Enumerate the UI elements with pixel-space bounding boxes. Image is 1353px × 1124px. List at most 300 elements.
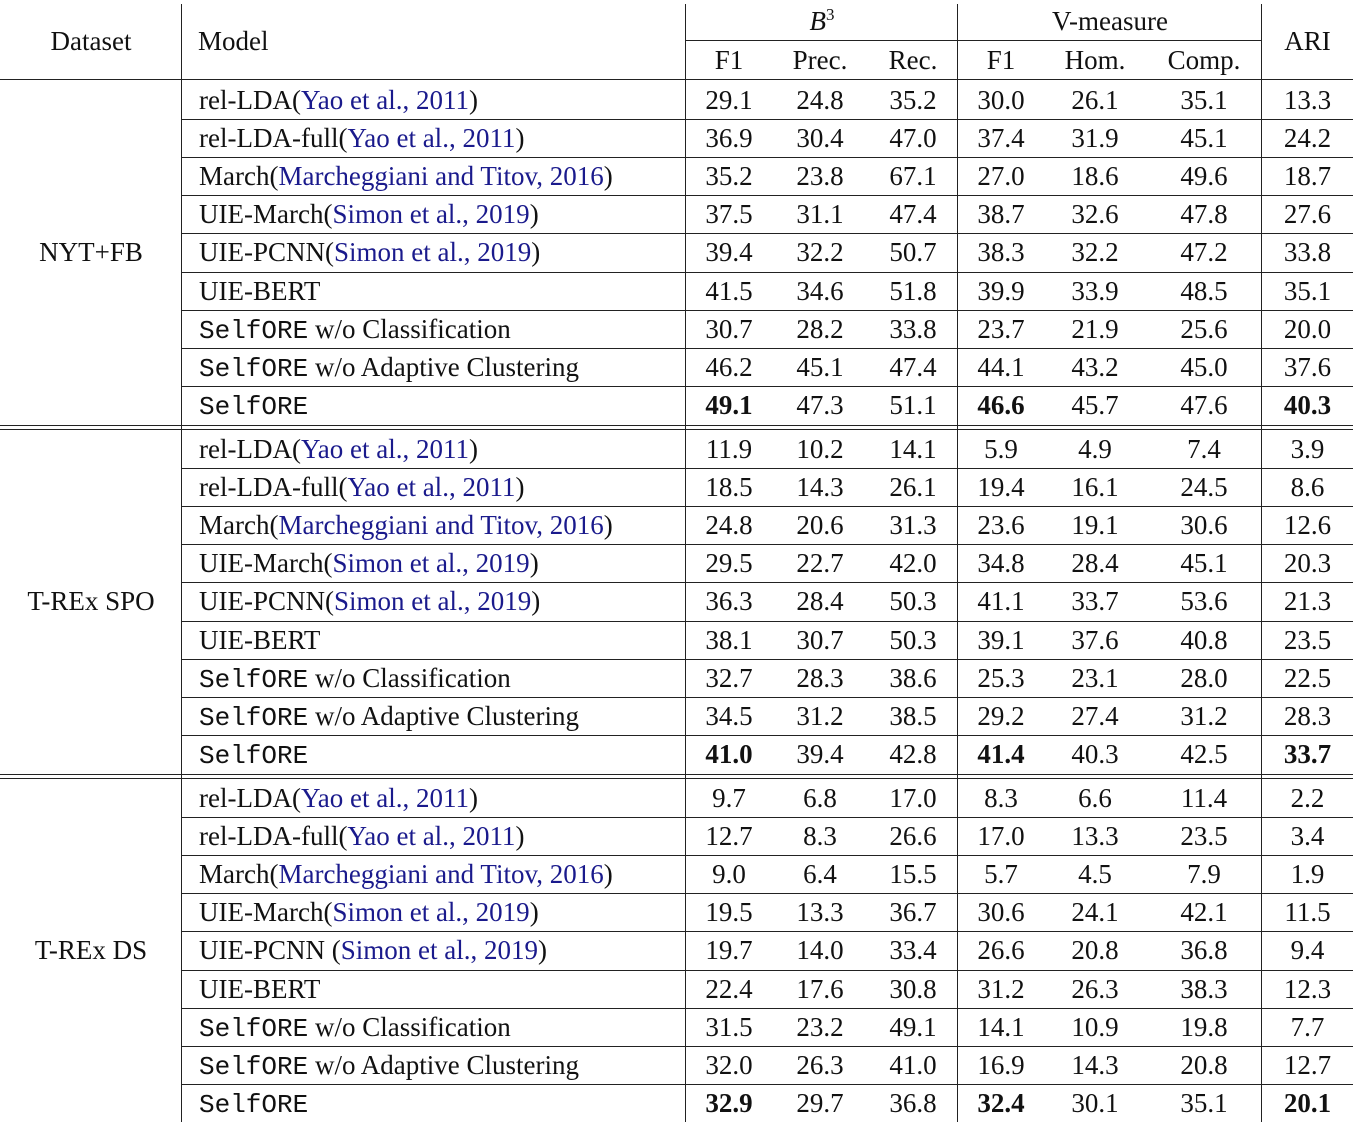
cell-v-comp: 24.5 bbox=[1180, 472, 1228, 503]
cell-v-hom: 31.9 bbox=[1071, 123, 1119, 154]
model-name bbox=[182, 893, 539, 931]
model-name bbox=[182, 735, 308, 773]
cell-b3-rec: 17.0 bbox=[889, 783, 937, 813]
cell-v-f1: 41.4 bbox=[977, 738, 1025, 769]
cell-v-hom: 6.6 bbox=[1078, 783, 1112, 813]
cell-b3-rec: 33.8 bbox=[889, 313, 937, 344]
table-row bbox=[0, 817, 1353, 855]
cell-b3-prec: 34.6 bbox=[796, 275, 844, 306]
cell-ari: 20.3 bbox=[1283, 548, 1332, 579]
cell-v-hom: 10.9 bbox=[1071, 1011, 1119, 1042]
cell-v-comp: 30.6 bbox=[1180, 510, 1228, 541]
table-row bbox=[0, 468, 1353, 506]
cell-b3-prec: 10.2 bbox=[796, 434, 844, 464]
model-text: UIE-BERT bbox=[199, 973, 321, 1004]
citation-link: Yao et al., 2011 bbox=[300, 783, 469, 813]
cell-b3-prec: 31.2 bbox=[796, 700, 844, 731]
model-text: ) bbox=[515, 123, 525, 154]
cell-b3-prec: 13.3 bbox=[796, 897, 844, 928]
cell-b3-rec: 36.8 bbox=[889, 1087, 937, 1118]
table-row bbox=[0, 855, 1353, 893]
cell-ari: 12.6 bbox=[1283, 510, 1332, 541]
model-text: rel-LDA( bbox=[199, 434, 301, 464]
cell-b3-f1: 9.0 bbox=[712, 859, 746, 890]
cell-v-comp: 45.1 bbox=[1180, 123, 1228, 154]
table-row bbox=[0, 157, 1353, 195]
cell-v-hom: 33.9 bbox=[1071, 275, 1119, 306]
cell-ari: 2.2 bbox=[1290, 783, 1325, 813]
model-text: UIE-March( bbox=[199, 897, 333, 928]
dataset-label: NYT+FB bbox=[39, 237, 143, 268]
model-text: UIE-PCNN( bbox=[199, 237, 334, 268]
cell-b3-f1: 35.2 bbox=[705, 161, 753, 192]
model-name bbox=[182, 1008, 511, 1046]
table-row bbox=[0, 81, 1353, 119]
cell-v-hom: 37.6 bbox=[1071, 624, 1119, 655]
model-name bbox=[182, 779, 478, 817]
model-text: ) bbox=[531, 586, 541, 617]
model-text: rel-LDA( bbox=[199, 783, 301, 813]
method-name: SelfORE bbox=[199, 702, 309, 733]
cell-v-comp: 49.6 bbox=[1180, 161, 1228, 192]
model-name bbox=[182, 931, 547, 969]
cell-v-comp: 35.1 bbox=[1180, 1087, 1228, 1118]
cell-ari: 20.0 bbox=[1283, 313, 1332, 344]
cell-b3-rec: 50.3 bbox=[889, 624, 937, 655]
cell-b3-f1: 12.7 bbox=[705, 821, 753, 852]
subheader-v-f1: F1 bbox=[986, 45, 1016, 75]
header-dataset: Dataset bbox=[50, 26, 132, 56]
cell-v-hom: 45.7 bbox=[1071, 389, 1119, 420]
cell-b3-rec: 47.4 bbox=[889, 199, 937, 230]
cell-b3-f1: 19.7 bbox=[705, 935, 753, 966]
cell-b3-rec: 51.1 bbox=[889, 389, 937, 420]
header-b3 bbox=[686, 2, 958, 40]
cell-v-comp: 25.6 bbox=[1180, 313, 1228, 344]
cell-v-comp: 42.5 bbox=[1180, 738, 1228, 769]
cell-v-hom: 18.6 bbox=[1071, 161, 1119, 192]
citation-link: Yao et al., 2011 bbox=[347, 123, 516, 154]
rule-b3-under bbox=[686, 40, 958, 41]
cell-b3-rec: 15.5 bbox=[889, 859, 937, 890]
table-row bbox=[0, 931, 1353, 969]
model-text: w/o Adaptive Clustering bbox=[308, 351, 579, 382]
table-row bbox=[0, 697, 1353, 735]
cell-v-comp: 11.4 bbox=[1180, 783, 1228, 813]
model-name bbox=[182, 195, 539, 233]
cell-v-comp: 7.4 bbox=[1187, 434, 1221, 464]
model-name bbox=[182, 544, 539, 582]
cell-v-hom: 13.3 bbox=[1071, 821, 1119, 852]
cell-ari: 33.8 bbox=[1283, 237, 1332, 268]
cell-v-comp: 36.8 bbox=[1180, 935, 1228, 966]
cell-ari: 3.9 bbox=[1290, 434, 1325, 464]
cell-ari: 18.7 bbox=[1283, 161, 1332, 192]
cell-b3-rec: 26.1 bbox=[889, 472, 937, 503]
cell-ari: 24.2 bbox=[1283, 123, 1332, 154]
header-vmeasure: V-measure bbox=[1052, 6, 1168, 36]
cell-v-comp: 28.0 bbox=[1180, 662, 1228, 693]
cell-v-f1: 16.9 bbox=[977, 1049, 1025, 1080]
cell-b3-rec: 49.1 bbox=[889, 1011, 937, 1042]
cell-v-hom: 4.9 bbox=[1078, 434, 1112, 464]
method-name: SelfORE bbox=[199, 315, 309, 346]
cell-v-comp: 20.8 bbox=[1180, 1049, 1228, 1080]
cell-ari: 20.1 bbox=[1283, 1087, 1332, 1118]
cell-v-hom: 27.4 bbox=[1071, 700, 1119, 731]
cell-v-hom: 30.1 bbox=[1071, 1087, 1119, 1118]
model-text: rel-LDA-full( bbox=[199, 123, 348, 154]
model-text: ) bbox=[529, 897, 539, 928]
cell-b3-f1: 19.5 bbox=[705, 897, 753, 928]
table-row bbox=[0, 893, 1353, 931]
cell-v-f1: 5.7 bbox=[984, 859, 1018, 890]
cell-b3-rec: 36.7 bbox=[889, 897, 937, 928]
cell-v-f1: 37.4 bbox=[977, 123, 1025, 154]
cell-b3-f1: 38.1 bbox=[705, 624, 753, 655]
cell-v-hom: 43.2 bbox=[1071, 351, 1119, 382]
subheader-b3-f1: F1 bbox=[714, 45, 744, 75]
cell-b3-rec: 47.4 bbox=[889, 351, 937, 382]
table-row bbox=[0, 544, 1353, 582]
cell-b3-f1: 41.5 bbox=[705, 275, 753, 306]
table-row bbox=[0, 119, 1353, 157]
cell-v-hom: 26.3 bbox=[1071, 973, 1119, 1004]
cell-ari: 11.5 bbox=[1284, 897, 1331, 928]
table-row bbox=[0, 1046, 1353, 1084]
cell-b3-rec: 26.6 bbox=[889, 821, 937, 852]
model-text: ) bbox=[468, 434, 478, 464]
table-row bbox=[0, 310, 1353, 348]
cell-b3-f1: 37.5 bbox=[705, 199, 753, 230]
cell-b3-rec: 35.2 bbox=[889, 85, 937, 115]
method-name: SelfORE bbox=[199, 1051, 309, 1082]
citation-link: Marcheggiani and Titov, 2016 bbox=[278, 859, 604, 890]
cell-v-comp: 53.6 bbox=[1180, 586, 1228, 617]
cell-b3-prec: 23.8 bbox=[796, 161, 844, 192]
cell-b3-prec: 28.3 bbox=[796, 662, 844, 693]
cell-b3-prec: 24.8 bbox=[796, 85, 844, 115]
cell-v-hom: 32.2 bbox=[1071, 237, 1119, 268]
cell-v-hom: 20.8 bbox=[1071, 935, 1119, 966]
citation-link: Simon et al., 2019 bbox=[334, 237, 532, 268]
model-name bbox=[182, 659, 511, 697]
citation-link: Yao et al., 2011 bbox=[347, 821, 516, 852]
cell-b3-rec: 51.8 bbox=[889, 275, 937, 306]
cell-b3-f1: 32.7 bbox=[705, 662, 753, 693]
model-text: rel-LDA-full( bbox=[199, 472, 348, 503]
cell-v-f1: 30.0 bbox=[977, 85, 1025, 115]
table-row bbox=[0, 430, 1353, 468]
model-name bbox=[182, 119, 524, 157]
cell-v-hom: 16.1 bbox=[1071, 472, 1119, 503]
cell-v-f1: 44.1 bbox=[977, 351, 1025, 382]
cell-ari: 27.6 bbox=[1283, 199, 1332, 230]
cell-b3-f1: 31.5 bbox=[705, 1011, 753, 1042]
header-b3-label: B bbox=[809, 6, 826, 36]
table-row bbox=[0, 970, 1353, 1008]
header-b3-superscript: 3 bbox=[826, 5, 835, 24]
cell-ari: 21.3 bbox=[1283, 586, 1332, 617]
citation-link: Simon et al., 2019 bbox=[332, 548, 530, 579]
cell-b3-rec: 47.0 bbox=[889, 123, 937, 154]
model-text: March( bbox=[199, 510, 279, 541]
method-name: SelfORE bbox=[199, 1013, 309, 1044]
cell-v-hom: 21.9 bbox=[1071, 313, 1119, 344]
cell-v-comp: 38.3 bbox=[1180, 973, 1228, 1004]
model-name bbox=[182, 430, 478, 468]
cell-b3-rec: 31.3 bbox=[889, 510, 937, 541]
cell-v-hom: 14.3 bbox=[1071, 1049, 1119, 1080]
cell-b3-rec: 50.3 bbox=[889, 586, 937, 617]
citation-link: Simon et al., 2019 bbox=[332, 199, 530, 230]
model-text: March( bbox=[199, 161, 279, 192]
cell-b3-prec: 28.4 bbox=[796, 586, 844, 617]
method-name: SelfORE bbox=[199, 1089, 309, 1120]
model-name bbox=[182, 855, 613, 893]
cell-b3-f1: 39.4 bbox=[705, 237, 753, 268]
rule-header-bottom bbox=[0, 79, 1353, 80]
table-row bbox=[0, 779, 1353, 817]
cell-v-comp: 19.8 bbox=[1180, 1011, 1228, 1042]
model-text: ) bbox=[531, 237, 541, 268]
cell-v-hom: 33.7 bbox=[1071, 586, 1119, 617]
cell-b3-prec: 30.4 bbox=[796, 123, 844, 154]
cell-v-f1: 26.6 bbox=[977, 935, 1025, 966]
model-text: w/o Classification bbox=[308, 662, 511, 693]
model-name bbox=[182, 817, 524, 855]
method-name: SelfORE bbox=[199, 664, 309, 695]
table-row bbox=[0, 621, 1353, 659]
cell-v-f1: 29.2 bbox=[977, 700, 1025, 731]
subheader-v-hom: Hom. bbox=[1064, 45, 1126, 75]
model-name bbox=[182, 621, 320, 659]
cell-v-f1: 31.2 bbox=[977, 973, 1025, 1004]
cell-v-f1: 39.9 bbox=[977, 275, 1025, 306]
cell-b3-prec: 47.3 bbox=[796, 389, 844, 420]
cell-v-f1: 34.8 bbox=[977, 548, 1025, 579]
cell-ari: 13.3 bbox=[1283, 85, 1332, 115]
cell-b3-prec: 32.2 bbox=[796, 237, 844, 268]
cell-b3-prec: 23.2 bbox=[796, 1011, 844, 1042]
model-name bbox=[182, 582, 540, 620]
citation-link: Yao et al., 2011 bbox=[300, 85, 469, 115]
model-name bbox=[182, 697, 579, 735]
cell-v-comp: 35.1 bbox=[1180, 85, 1228, 115]
table-row bbox=[0, 272, 1353, 310]
model-text: ) bbox=[603, 510, 613, 541]
cell-b3-prec: 6.4 bbox=[803, 859, 837, 890]
cell-b3-f1: 32.0 bbox=[705, 1049, 753, 1080]
header-ari: ARI bbox=[1284, 26, 1331, 56]
citation-link: Simon et al., 2019 bbox=[332, 897, 530, 928]
cell-b3-rec: 67.1 bbox=[889, 161, 937, 192]
citation-link: Yao et al., 2011 bbox=[300, 434, 469, 464]
model-text: ) bbox=[529, 548, 539, 579]
model-name bbox=[182, 506, 613, 544]
citation-link: Marcheggiani and Titov, 2016 bbox=[278, 161, 604, 192]
model-name bbox=[182, 970, 320, 1008]
cell-b3-prec: 17.6 bbox=[796, 973, 844, 1004]
cell-b3-f1: 24.8 bbox=[705, 510, 753, 541]
cell-b3-rec: 41.0 bbox=[889, 1049, 937, 1080]
cell-v-comp: 7.9 bbox=[1187, 859, 1221, 890]
cell-b3-prec: 45.1 bbox=[796, 351, 844, 382]
cell-v-hom: 40.3 bbox=[1071, 738, 1119, 769]
cell-v-f1: 8.3 bbox=[984, 783, 1018, 813]
cell-b3-rec: 14.1 bbox=[889, 434, 937, 464]
cell-b3-prec: 14.3 bbox=[796, 472, 844, 503]
model-text: ) bbox=[538, 935, 547, 966]
model-name bbox=[182, 233, 540, 271]
cell-b3-rec: 50.7 bbox=[889, 237, 937, 268]
model-name bbox=[182, 348, 579, 386]
cell-ari: 9.4 bbox=[1290, 935, 1325, 966]
cell-b3-f1: 34.5 bbox=[705, 700, 753, 731]
model-name bbox=[182, 272, 320, 310]
table-row bbox=[0, 735, 1353, 773]
cell-v-f1: 41.1 bbox=[977, 586, 1025, 617]
model-text: UIE-March( bbox=[199, 199, 333, 230]
cell-ari: 12.3 bbox=[1283, 973, 1332, 1004]
table-row bbox=[0, 233, 1353, 271]
cell-v-comp: 42.1 bbox=[1180, 897, 1228, 928]
model-name bbox=[182, 386, 308, 424]
cell-b3-rec: 38.5 bbox=[889, 700, 937, 731]
cell-b3-rec: 30.8 bbox=[889, 973, 937, 1004]
model-text: rel-LDA-full( bbox=[199, 821, 348, 852]
model-text: UIE-PCNN( bbox=[199, 586, 334, 617]
model-text: w/o Adaptive Clustering bbox=[308, 1049, 579, 1080]
model-text: UIE-BERT bbox=[199, 275, 321, 306]
citation-link: Marcheggiani and Titov, 2016 bbox=[278, 510, 604, 541]
cell-b3-prec: 31.1 bbox=[796, 199, 844, 230]
cell-v-hom: 23.1 bbox=[1071, 662, 1119, 693]
dataset-label: T-REx DS bbox=[34, 935, 148, 966]
cell-ari: 28.3 bbox=[1283, 700, 1332, 731]
cell-v-f1: 19.4 bbox=[977, 472, 1025, 503]
cell-v-hom: 24.1 bbox=[1071, 897, 1119, 928]
cell-v-f1: 38.3 bbox=[977, 237, 1025, 268]
cell-b3-f1: 32.9 bbox=[705, 1087, 753, 1118]
cell-ari: 37.6 bbox=[1283, 351, 1332, 382]
cell-v-comp: 31.2 bbox=[1180, 700, 1228, 731]
cell-v-f1: 38.7 bbox=[977, 199, 1025, 230]
model-text: ) bbox=[603, 161, 613, 192]
cell-v-comp: 23.5 bbox=[1180, 821, 1228, 852]
model-text: March( bbox=[199, 859, 279, 890]
cell-b3-f1: 36.3 bbox=[705, 586, 753, 617]
cell-v-hom: 4.5 bbox=[1078, 859, 1112, 890]
header-model: Model bbox=[198, 26, 269, 56]
method-name: SelfORE bbox=[199, 740, 309, 771]
cell-ari: 22.5 bbox=[1283, 662, 1332, 693]
cell-v-comp: 47.8 bbox=[1180, 199, 1228, 230]
cell-v-f1: 5.9 bbox=[984, 434, 1018, 464]
cell-ari: 33.7 bbox=[1283, 738, 1332, 769]
cell-v-comp: 47.6 bbox=[1180, 389, 1228, 420]
cell-ari: 35.1 bbox=[1283, 275, 1332, 306]
cell-b3-prec: 6.8 bbox=[803, 783, 837, 813]
cell-v-f1: 32.4 bbox=[977, 1087, 1025, 1118]
cell-ari: 3.4 bbox=[1290, 821, 1325, 852]
cell-b3-rec: 38.6 bbox=[889, 662, 937, 693]
cell-b3-prec: 29.7 bbox=[796, 1087, 844, 1118]
citation-link: Simon et al., 2019 bbox=[334, 586, 532, 617]
cell-ari: 23.5 bbox=[1283, 624, 1332, 655]
cell-ari: 1.9 bbox=[1290, 859, 1325, 890]
cell-v-hom: 32.6 bbox=[1071, 199, 1119, 230]
table-row bbox=[0, 386, 1353, 424]
model-text: UIE-March( bbox=[199, 548, 333, 579]
table-row bbox=[0, 659, 1353, 697]
model-name bbox=[182, 468, 524, 506]
table-row bbox=[0, 506, 1353, 544]
cell-b3-f1: 18.5 bbox=[705, 472, 753, 503]
table-row bbox=[0, 1008, 1353, 1046]
method-name: SelfORE bbox=[199, 391, 309, 422]
model-name bbox=[182, 1084, 308, 1122]
cell-v-f1: 23.6 bbox=[977, 510, 1025, 541]
cell-b3-prec: 14.0 bbox=[796, 935, 844, 966]
model-text: ) bbox=[603, 859, 613, 890]
model-text: rel-LDA( bbox=[199, 85, 301, 115]
model-text: ) bbox=[468, 783, 478, 813]
citation-link: Simon et al., 2019 bbox=[340, 935, 538, 966]
cell-v-hom: 26.1 bbox=[1071, 85, 1119, 115]
cell-b3-prec: 39.4 bbox=[796, 738, 844, 769]
subheader-b3-prec: Prec. bbox=[792, 45, 848, 75]
cell-b3-prec: 22.7 bbox=[796, 548, 844, 579]
table-row bbox=[0, 348, 1353, 386]
model-text: UIE-BERT bbox=[199, 624, 321, 655]
model-text: w/o Classification bbox=[308, 1011, 511, 1042]
cell-ari: 40.3 bbox=[1283, 389, 1332, 420]
cell-v-f1: 39.1 bbox=[977, 624, 1025, 655]
subheader-v-comp: Comp. bbox=[1167, 45, 1241, 75]
cell-v-f1: 14.1 bbox=[977, 1011, 1025, 1042]
cell-v-f1: 27.0 bbox=[977, 161, 1025, 192]
cell-v-comp: 48.5 bbox=[1180, 275, 1228, 306]
cell-b3-f1: 29.1 bbox=[705, 85, 753, 115]
cell-v-comp: 45.0 bbox=[1180, 351, 1228, 382]
cell-v-f1: 17.0 bbox=[977, 821, 1025, 852]
cell-b3-prec: 20.6 bbox=[796, 510, 844, 541]
cell-v-hom: 28.4 bbox=[1071, 548, 1119, 579]
dataset-label: T-REx SPO bbox=[27, 586, 155, 617]
model-name bbox=[182, 1046, 579, 1084]
model-text: w/o Adaptive Clustering bbox=[308, 700, 579, 731]
cell-v-hom: 19.1 bbox=[1071, 510, 1119, 541]
cell-b3-f1: 22.4 bbox=[705, 973, 753, 1004]
cell-v-f1: 25.3 bbox=[977, 662, 1025, 693]
model-text: ) bbox=[515, 472, 525, 503]
cell-b3-prec: 30.7 bbox=[796, 624, 844, 655]
method-name: SelfORE bbox=[199, 353, 309, 384]
model-name bbox=[182, 310, 511, 348]
cell-b3-rec: 33.4 bbox=[889, 935, 937, 966]
table-row bbox=[0, 1084, 1353, 1122]
model-text: UIE-PCNN ( bbox=[199, 935, 341, 966]
cell-v-comp: 45.1 bbox=[1180, 548, 1228, 579]
cell-b3-prec: 8.3 bbox=[803, 821, 837, 852]
cell-v-comp: 40.8 bbox=[1180, 624, 1228, 655]
subheader-b3-rec: Rec. bbox=[888, 45, 938, 75]
cell-v-f1: 46.6 bbox=[977, 389, 1025, 420]
cell-v-comp: 47.2 bbox=[1180, 237, 1228, 268]
cell-b3-f1: 46.2 bbox=[705, 351, 753, 382]
cell-b3-f1: 29.5 bbox=[705, 548, 753, 579]
